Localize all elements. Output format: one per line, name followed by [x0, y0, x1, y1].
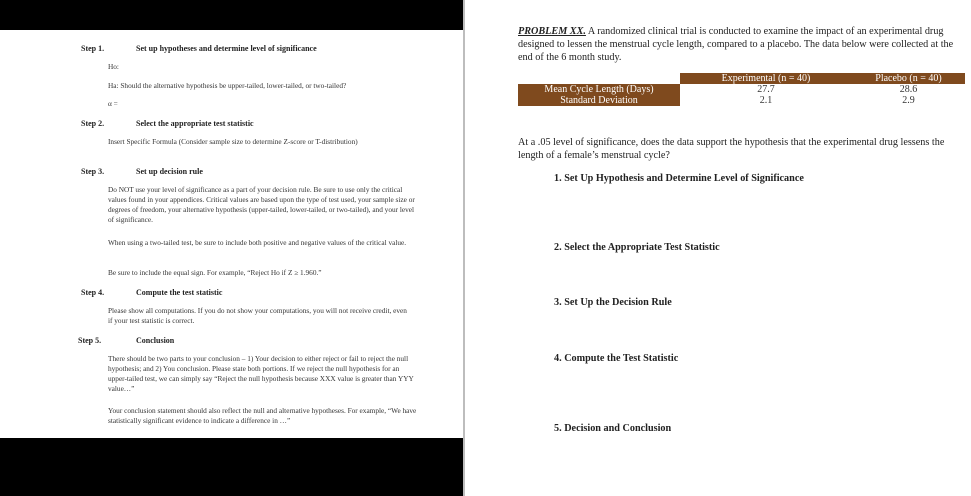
table-cell-experimental: 27.7 — [757, 84, 775, 95]
table-header-experimental: Experimental (n = 40) — [680, 73, 852, 84]
page-divider — [463, 0, 465, 496]
step-5-paragraph-2: Your conclusion statement should also reflect the null and alternative hypotheses. For example, “We have statistically significant evidence to indicate a difference in …” — [108, 406, 417, 425]
task-5: 5. Decision and Conclusion — [554, 423, 672, 434]
task-2: 2. Select the Appropriate Test Statistic — [554, 242, 720, 253]
question-text: At a .05 level of significance, does the data support the hypothesis that the experimental drug lessens the length of a female’s menstrual cycle? — [518, 137, 945, 161]
step-2-title: Select the appropriate test statistic — [136, 119, 254, 128]
step-4-title: Compute the test statistic — [136, 288, 223, 297]
step-2-text: Insert Specific Formula (Consider sample size to determine Z-score or T-distribution) — [108, 137, 358, 146]
step-4-number: Step 4. — [81, 288, 105, 297]
problem-statement — [518, 25, 963, 64]
step-1-title: Set up hypotheses and determine level of significance — [136, 44, 317, 53]
step-3-title: Set up decision rule — [136, 167, 203, 176]
left-page — [0, 30, 463, 438]
problem-text: A randomized clinical trial is conducted to examine the impact of an experimental drug designed to lessen the menstrual cycle length, compared to a placebo. The data below were collected at the end of the 6 month study. — [518, 26, 954, 63]
step-1-alpha: α = — [108, 99, 118, 108]
table-header-placebo: Placebo (n = 40) — [852, 73, 965, 84]
table-cell-experimental: 2.1 — [759, 95, 773, 106]
step-3-paragraph-3: Be sure to include the equal sign. For example, “Reject Ho if Z ≥ 1.960.” — [108, 268, 322, 277]
task-4: 4. Compute the Test Statistic — [554, 353, 679, 364]
table-row — [518, 84, 965, 95]
step-5-number: Step 5. — [78, 336, 102, 345]
task-1: 1. Set Up Hypothesis and Determine Level of Significance — [554, 173, 804, 184]
step-4-text: Please show all computations. If you do not show your computations, you will not receive credit, even if your test statistic is correct. — [108, 306, 407, 325]
table-row-label: Standard Deviation — [518, 95, 680, 106]
table-cell-placebo: 28.6 — [899, 84, 918, 95]
step-5-title: Conclusion — [136, 336, 175, 345]
step-1-ho: Ho: — [108, 62, 119, 71]
table-header-empty — [518, 73, 680, 84]
step-2-number: Step 2. — [81, 119, 105, 128]
table-cell-placebo: 2.9 — [902, 95, 915, 106]
table-row-label: Mean Cycle Length (Days) — [518, 84, 680, 95]
step-3-paragraph-1: Do NOT use your level of significance as a part of your decision rule. Be sure to use only the critical values found in your appendices. Critical values are based upon the type of test used, your sample size or degrees of freedom, your alternative hypothesis (upper-tailed, lower-tailed, or two-tailed), and your level of significance. — [108, 185, 415, 224]
table-row — [518, 95, 965, 106]
table-header-row — [518, 73, 965, 84]
problem-title: PROBLEM XX. — [518, 26, 586, 37]
step-3-paragraph-2: When using a two-tailed test, be sure to include both positive and negative values of the critical value. — [108, 238, 407, 247]
step-5-paragraph-1: There should be two parts to your conclusion – 1) Your decision to either reject or fail to reject the null hypothesis; and 2) You conclusion. Please state both portions. If we reject the null hypothesis for an upper-tailed test, we can simply say “Reject the null hypothesis because XXX value is greater than YYY value…” — [108, 354, 414, 393]
step-3-number: Step 3. — [81, 167, 105, 176]
task-3: 3. Set Up the Decision Rule — [554, 297, 672, 308]
step-1-number: Step 1. — [81, 44, 105, 53]
step-1-ha: Ha: Should the alternative hypothesis be upper-tailed, lower-tailed, or two-tailed? — [108, 81, 347, 90]
data-table — [518, 73, 965, 106]
